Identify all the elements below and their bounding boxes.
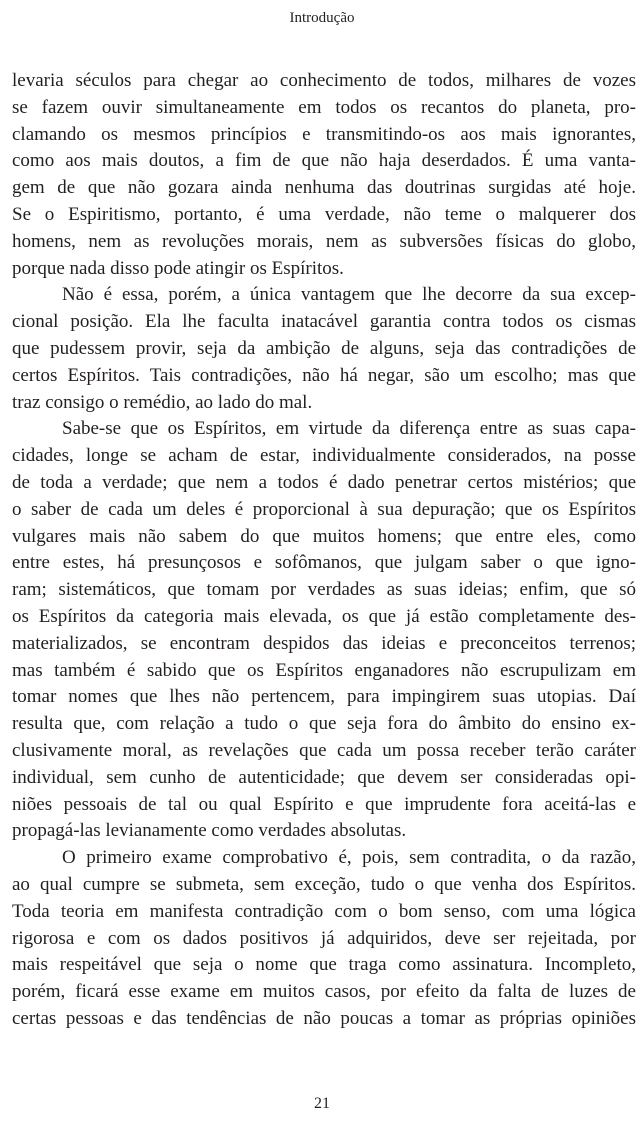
- text-line: cional posição. Ela lhe faculta inatacável garantia contra todos os cismas: [12, 311, 636, 333]
- text-line: traz consigo o remédio, ao lado do mal.: [12, 391, 313, 413]
- text-line: tomar nomes que lhes não pertencem, para impingirem suas utopias. Daí: [12, 686, 636, 708]
- text-line: resulta que, com relação a tudo o que seja fora do âmbito do ensino ex-: [12, 713, 636, 735]
- text-line: homens, nem as revoluções morais, nem as subversões físicas do globo,: [12, 230, 636, 252]
- text-line: se fazem ouvir simultaneamente em todos os recantos do planeta, pro-: [12, 96, 636, 118]
- text-line: o saber de cada um deles é proporcional à sua depuração; que os Espíritos: [12, 498, 636, 520]
- text-line: clusivamente moral, as revelações que cada um possa receber terão caráter: [12, 739, 636, 761]
- paragraph: [12, 68, 636, 282]
- text-line: niões pessoais de tal ou qual Espírito e que imprudente fora aceitá-las e: [12, 793, 636, 815]
- text-line: propagá-las levianamente como verdades absolutas.: [12, 820, 407, 842]
- text-line: certas pessoas e das tendências de não poucas a tomar as próprias opiniões: [12, 1007, 636, 1029]
- text-line: Se o Espiritismo, portanto, é uma verdade, não teme o malquerer dos: [12, 203, 636, 225]
- text-line: Toda teoria em manifesta contradição com o bom senso, com uma lógica: [12, 900, 636, 922]
- paragraph: [12, 416, 636, 845]
- text-line: porque nada disso pode atingir os Espíritos.: [12, 257, 344, 279]
- paragraph: [12, 845, 636, 1033]
- text-line: certos Espíritos. Tais contradições, não há negar, são um escolho; mas que: [12, 364, 636, 386]
- text-line: Não é essa, porém, a única vantagem que lhe decorre da sua excep-: [62, 284, 636, 306]
- text-line: individual, sem cunho de autenticidade; que devem ser consideradas opi-: [12, 766, 636, 788]
- text-line: os Espíritos da categoria mais elevada, os que já estão completamente des-: [12, 605, 636, 627]
- text-line: que pudessem provir, seja da ambição de alguns, seja das contradições de: [12, 337, 636, 359]
- text-line: materializados, se encontram despidos das ideias e preconceitos terrenos;: [12, 632, 636, 654]
- text-line: ram; sistemáticos, que tomam por verdades as suas ideias; enfim, que só: [12, 579, 636, 601]
- text-line: de toda a verdade; que nem a todos é dado penetrar certos mistérios; que: [12, 471, 636, 493]
- text-line: ao qual cumpre se submeta, sem exceção, tudo o que venha dos Espíritos.: [12, 873, 636, 895]
- text-line: levaria séculos para chegar ao conhecimento de todos, milhares de vozes: [12, 70, 636, 91]
- text-line: gem de que não gozara ainda nenhuma das doutrinas surgidas até hoje.: [12, 177, 636, 199]
- page-number: 21: [314, 1095, 330, 1112]
- text-line: mas também é sabido que os Espíritos enganadores não escrupulizam em: [12, 659, 636, 681]
- text-line: clamando os mesmos princípios e transmitindo-os aos mais ignorantes,: [12, 123, 636, 145]
- text-line: entre estes, há presunçosos e sofômanos, que julgam saber o que igno-: [12, 552, 636, 574]
- text-line: rigorosa e com os dados positivos já adquiridos, deve ser rejeitada, por: [12, 927, 636, 949]
- text-line: Sabe-se que os Espíritos, em virtude da diferença entre as suas capa-: [62, 418, 636, 440]
- text-line: cidades, longe se acham de estar, individualmente considerados, na posse: [12, 445, 636, 467]
- text-line: O primeiro exame comprobativo é, pois, sem contradita, o da razão,: [62, 847, 636, 869]
- text-line: vulgares mais não sabem do que muitos homens; que entre eles, como: [12, 525, 636, 547]
- paragraph: [12, 282, 636, 416]
- body-text: [12, 68, 636, 1033]
- text-line: porém, ficará esse exame em muitos casos, por efeito da falta de luzes de: [12, 981, 636, 1003]
- running-header: Introdução: [289, 10, 355, 26]
- text-line: mais respeitável que seja o nome que traga como assinatura. Incompleto,: [12, 954, 636, 976]
- text-line: como aos mais doutos, a fim de que não haja deserdados. É uma vanta-: [12, 150, 636, 172]
